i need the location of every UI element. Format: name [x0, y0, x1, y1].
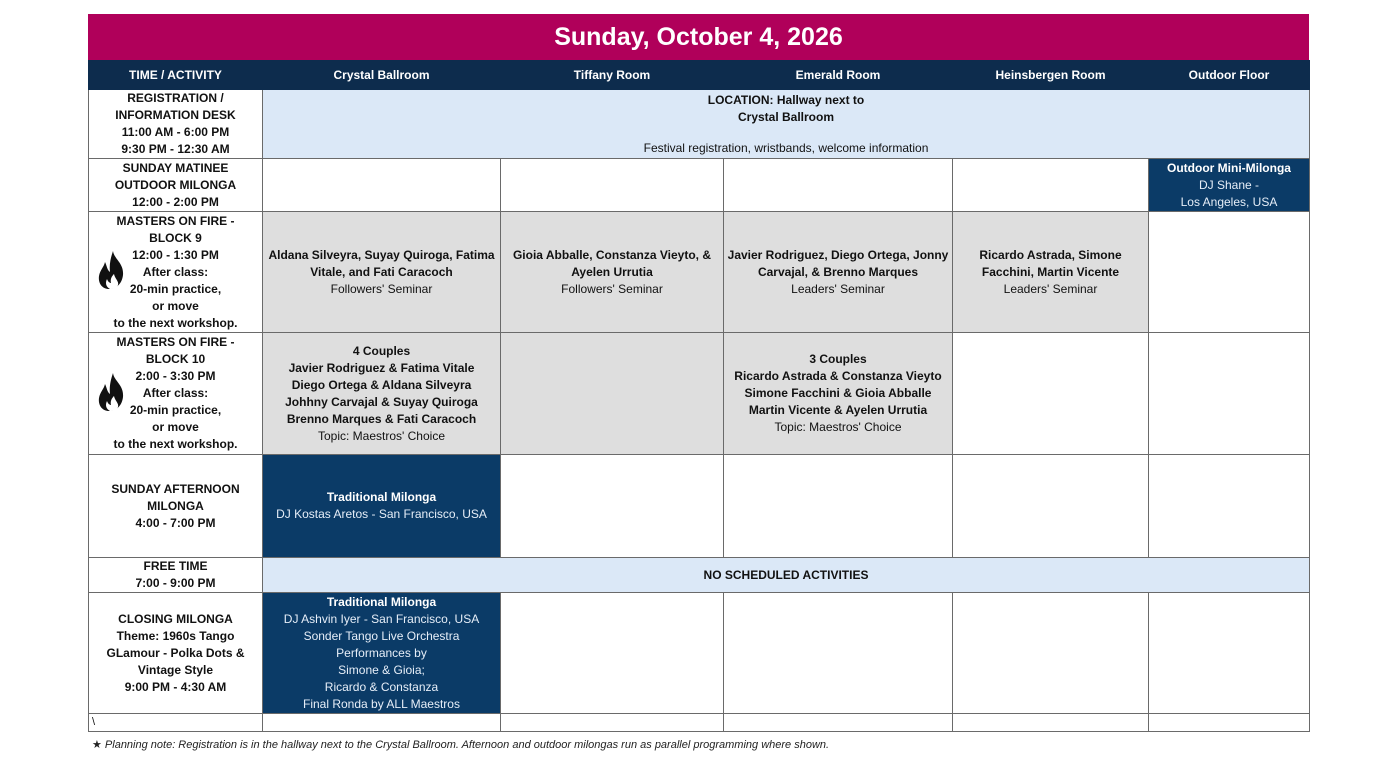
time-line: Theme: 1960s Tango — [116, 628, 235, 643]
empty-cell — [953, 159, 1149, 212]
block-10-emerald-cell — [724, 333, 953, 455]
time-line: OUTDOOR MILONGA — [114, 177, 237, 192]
time-cell-afternoon — [89, 455, 263, 558]
time-cell-free-time — [89, 558, 263, 593]
schedule-sheet — [88, 14, 1309, 732]
couples-heading: 4 Couples — [352, 343, 411, 358]
time-line: 20-min practice, — [129, 403, 222, 417]
time-line: FREE TIME — [143, 559, 208, 573]
empty-cell — [724, 593, 953, 714]
page-title: Sunday, October 4, 2026 — [88, 14, 1309, 60]
time-line: 9:00 PM - 4:30 AM — [124, 679, 227, 694]
event-line: DJ Shane - — [1198, 177, 1260, 192]
couple-line: Javier Rodriguez & Fatima Vitale — [288, 360, 475, 375]
couple-line: Simone Facchini & Gioia Abballe — [744, 386, 932, 400]
time-line: After class: — [142, 264, 209, 279]
time-line: Vintage Style — [137, 662, 214, 677]
instructor-names: Gioia Abballe, Constanza Vieyto, & Ayelen Urrutia — [512, 247, 712, 279]
trailing-mark-cell: \ — [89, 714, 263, 732]
flame-icon — [97, 250, 129, 290]
couple-line: Diego Ortega & Aldana Silveyra — [291, 377, 472, 392]
row-trailing — [89, 714, 1310, 732]
time-line: BLOCK 10 — [145, 352, 206, 366]
block-9-emerald-cell — [724, 212, 953, 333]
empty-cell — [953, 455, 1149, 558]
event-line: DJ Ashvin Iyer - San Francisco, USA — [283, 611, 480, 626]
couples-heading: 3 Couples — [809, 352, 867, 366]
schedule-table — [88, 60, 1310, 732]
couple-line: Brenno Marques & Fati Caracoch — [286, 411, 477, 426]
row-block-10 — [89, 333, 1310, 455]
event-line: Ricardo & Constanza — [324, 679, 439, 694]
empty-cell — [1149, 593, 1310, 714]
row-free-time — [89, 558, 1310, 593]
event-title: Traditional Milonga — [326, 594, 437, 609]
row-closing — [89, 593, 1310, 714]
couple-line: Johhny Carvajal & Suyay Quiroga — [285, 394, 478, 409]
location-line: Crystal Ballroom — [737, 110, 835, 124]
col-header-crystal: Crystal Ballroom — [263, 61, 501, 90]
row-block-9 — [89, 212, 1310, 333]
empty-cell — [1149, 333, 1310, 455]
no-activities-label: NO SCHEDULED ACTIVITIES — [703, 567, 869, 582]
outdoor-mini-milonga-cell — [1149, 159, 1310, 212]
empty-cell — [501, 714, 724, 732]
afternoon-milonga-cell — [263, 455, 501, 558]
event-line: Simone & Gioia; — [338, 662, 425, 677]
seminar-topic: Leaders' Seminar — [791, 281, 885, 296]
time-line: MASTERS ON FIRE - — [116, 213, 235, 228]
time-cell-registration — [89, 90, 263, 159]
empty-cell — [501, 455, 724, 558]
empty-cell — [1149, 455, 1310, 558]
event-line: Sonder Tango Live Orchestra — [303, 628, 460, 643]
seminar-topic: Topic: Maestros' Choice — [774, 420, 902, 434]
location-label — [263, 92, 1309, 126]
empty-cell — [501, 593, 724, 714]
empty-cell — [724, 714, 953, 732]
time-line: SUNDAY AFTERNOON — [111, 481, 240, 496]
empty-cell — [953, 714, 1149, 732]
col-header-outdoor: Outdoor Floor — [1149, 61, 1310, 90]
no-activities-cell — [263, 558, 1310, 593]
seminar-topic: Leaders' Seminar — [1003, 281, 1098, 296]
time-line: CLOSING MILONGA — [118, 611, 233, 626]
time-line: 12:00 - 2:00 PM — [132, 194, 219, 209]
row-afternoon — [89, 455, 1310, 558]
block-9-tiffany-cell — [501, 212, 724, 333]
time-cell-closing — [89, 593, 263, 714]
block-10-crystal-cell — [263, 333, 501, 455]
block-9-heinsbergen-cell — [953, 212, 1149, 333]
registration-details: Festival registration, wristbands, welcome information — [643, 141, 929, 155]
time-line: to the next workshop. — [113, 315, 238, 330]
time-cell-block-10 — [89, 333, 263, 455]
row-matinee — [89, 159, 1310, 212]
col-header-emerald: Emerald Room — [724, 61, 953, 90]
time-line: BLOCK 9 — [149, 230, 202, 245]
time-line: 12:00 - 1:30 PM — [132, 247, 219, 262]
time-line: MILONGA — [147, 498, 204, 513]
seminar-topic: Topic: Maestros' Choice — [317, 428, 445, 443]
planning-note: ★ Planning note: Registration is in the hallway next to the Crystal Ballroom. Afternoon and outdoor milongas run as parallel programming where shown. — [92, 739, 830, 751]
time-line: INFORMATION DESK — [115, 108, 236, 122]
time-cell-matinee — [89, 159, 263, 212]
event-line: Final Ronda by ALL Maestros — [303, 696, 460, 711]
time-line: 11:00 AM - 6:00 PM — [121, 125, 230, 139]
empty-cell — [724, 455, 953, 558]
block-10-tiffany-cell — [501, 333, 724, 455]
time-line: 9:30 PM - 12:30 AM — [121, 142, 230, 156]
seminar-topic: Followers' Seminar — [330, 281, 433, 296]
empty-cell — [953, 333, 1149, 455]
time-line: MASTERS ON FIRE - — [116, 335, 235, 349]
couple-line: Ricardo Astrada & Constanza Vieyto — [734, 369, 942, 383]
time-line: 7:00 - 9:00 PM — [135, 576, 216, 590]
flame-icon — [97, 372, 129, 412]
couple-line: Martin Vicente & Ayelen Urrutia — [748, 403, 928, 417]
event-title: Outdoor Mini-Milonga — [1167, 160, 1291, 175]
time-line: to the next workshop. — [113, 437, 238, 451]
time-line: 2:00 - 3:30 PM — [135, 369, 216, 383]
closing-milonga-cell — [263, 593, 501, 714]
time-line: REGISTRATION / — [127, 91, 224, 105]
time-line: or move — [152, 420, 199, 434]
header-row — [89, 61, 1310, 90]
instructor-names: Aldana Silveyra, Suyay Quiroga, Fatima Vitale, and Fati Caracoch — [268, 247, 495, 279]
event-title: Traditional Milonga — [326, 490, 437, 504]
empty-cell — [1149, 714, 1310, 732]
instructor-names: Ricardo Astrada, Simone Facchini, Martin Vicente — [979, 247, 1122, 279]
registration-location-cell — [263, 90, 1310, 159]
time-line: GLamour - Polka Dots & — [106, 645, 245, 660]
time-line: or move — [152, 298, 199, 313]
time-line: After class: — [142, 386, 209, 400]
empty-cell — [1149, 212, 1310, 333]
col-header-heinsbergen: Heinsbergen Room — [953, 61, 1149, 90]
seminar-topic: Followers' Seminar — [561, 281, 663, 296]
instructor-names: Javier Rodriguez, Diego Ortega, Jonny Carvajal, & Brenno Marques — [727, 247, 949, 279]
event-line: Performances by — [336, 645, 427, 660]
event-line: Los Angeles, USA — [1180, 194, 1278, 209]
col-header-time: TIME / ACTIVITY — [89, 61, 263, 90]
time-cell-block-9 — [89, 212, 263, 333]
empty-cell — [953, 593, 1149, 714]
empty-cell — [263, 714, 501, 732]
event-line: DJ Kostas Aretos - San Francisco, USA — [276, 507, 487, 521]
col-header-tiffany: Tiffany Room — [501, 61, 724, 90]
row-registration — [89, 90, 1310, 159]
time-line: 4:00 - 7:00 PM — [135, 515, 216, 530]
empty-cell — [724, 159, 953, 212]
block-9-crystal-cell — [263, 212, 501, 333]
location-line: LOCATION: Hallway next to — [707, 93, 865, 107]
time-line: SUNDAY MATINEE — [122, 160, 229, 175]
time-line: 20-min practice, — [129, 281, 222, 296]
empty-cell — [501, 159, 724, 212]
empty-cell — [263, 159, 501, 212]
